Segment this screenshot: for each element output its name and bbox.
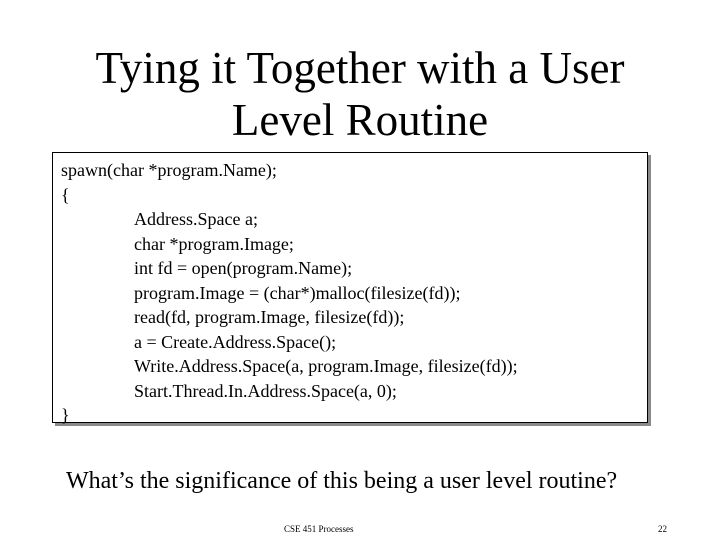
code-open-brace: { [61, 184, 70, 205]
code-body-line: read(fd, program.Image, filesize(fd)); [134, 307, 405, 327]
title-line-2: Level Routine [231, 95, 489, 145]
code-body-line: Address.Space a; [134, 209, 258, 229]
code-body-line: int fd = open(program.Name); [134, 258, 353, 278]
discussion-question: What’s the significance of this being a user level routine? [66, 468, 618, 494]
code-close-brace: } [61, 405, 70, 425]
code-body-line: Start.Thread.In.Address.Space(a, 0); [134, 380, 397, 401]
slide-title [0, 42, 720, 146]
code-body-line: program.Image = (char*)malloc(filesize(fd)); [134, 282, 461, 303]
footer-course-label: CSE 451 Processes [284, 524, 354, 534]
code-signature-line: spawn(char *program.Name); [61, 160, 277, 180]
title-line-1: Tying it Together with a User [95, 43, 625, 93]
footer-page-number: 22 [658, 524, 667, 534]
code-listing-box [52, 152, 648, 423]
code-body-line: Write.Address.Space(a, program.Image, filesize(fd)); [134, 356, 518, 376]
code-body-line: a = Create.Address.Space(); [134, 331, 337, 352]
code-body-line: char *program.Image; [134, 233, 294, 254]
